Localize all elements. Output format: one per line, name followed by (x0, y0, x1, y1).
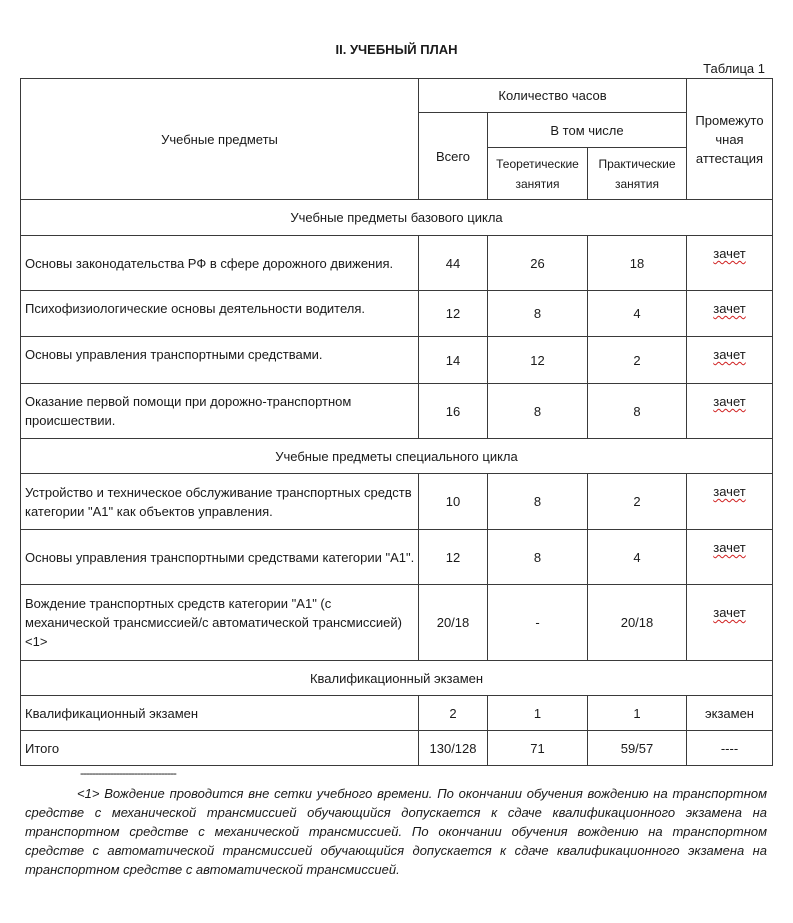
header-attestation (687, 79, 773, 200)
theory-cell: 71 (488, 731, 588, 766)
table-row (21, 384, 773, 439)
table-row (21, 585, 773, 661)
header-practice: Практические занятия (588, 148, 687, 200)
attestation-cell: экзамен (687, 696, 773, 731)
header-attestation-line-3: аттестация (695, 150, 764, 166)
table-row (21, 291, 773, 337)
practice-cell: 4 (588, 291, 687, 337)
table-row (21, 337, 773, 384)
attestation-cell: зачет (713, 246, 746, 261)
practice-cell: 59/57 (588, 731, 687, 766)
header-including: В том числе (488, 113, 687, 148)
header-attestation-line-1: Промежуто (695, 112, 764, 128)
section-title-exam: Квалификационный экзамен (21, 661, 773, 696)
total-cell: 130/128 (419, 731, 488, 766)
practice-cell: 18 (588, 236, 687, 291)
total-cell: 44 (419, 236, 488, 291)
footnote-text: <1> Вождение проводится вне сетки учебного времени. По окончании обучения вождению на транспортном средстве с механической трансмиссией обучающийся допускается к сдаче квалификационного экзамена на транспортном средстве с механической трансмиссией. По окончании обучения вождению на транспортном средстве с автоматической трансмиссией обучающийся допускается к сдаче квалификационного экзамена на транспортном средстве с автоматической трансмиссией. (25, 786, 767, 877)
header-theory: Теоретические занятия (488, 148, 588, 200)
practice-cell: 8 (588, 384, 687, 439)
total-row (21, 731, 773, 766)
subject-cell: Вождение транспортных средств категории "A1" (с механической трансмиссией/с автоматической трансмиссией) <1> (21, 585, 419, 661)
table-row (21, 474, 773, 530)
subject-cell: Психофизиологические основы деятельности водителя. (21, 291, 419, 337)
attestation-cell: зачет (713, 394, 746, 409)
practice-cell: 20/18 (588, 585, 687, 661)
header-hours: Количество часов (419, 79, 687, 113)
section-row (21, 661, 773, 696)
attestation-cell: зачет (713, 347, 746, 362)
attestation-cell: зачет (713, 301, 746, 316)
subject-cell: Основы законодательства РФ в сфере дорожного движения. (21, 236, 419, 291)
theory-cell: 8 (488, 474, 588, 530)
subject-cell: Оказание первой помощи при дорожно-транспортном происшествии. (21, 384, 419, 439)
table-label: Таблица 1 (703, 61, 765, 76)
total-cell: 14 (419, 337, 488, 384)
section-row (21, 439, 773, 474)
attestation-cell: зачет (713, 484, 746, 499)
section-row (21, 200, 773, 236)
total-label: Итого (21, 731, 419, 766)
total-cell: 20/18 (419, 585, 488, 661)
section-title-special: Учебные предметы специального цикла (21, 439, 773, 474)
practice-cell: 2 (588, 474, 687, 530)
subject-cell: Квалификационный экзамен (21, 696, 419, 731)
total-cell: 10 (419, 474, 488, 530)
total-cell: 12 (419, 291, 488, 337)
practice-cell: 4 (588, 530, 687, 585)
attestation-cell: зачет (713, 540, 746, 555)
table-row (21, 696, 773, 731)
theory-cell: 12 (488, 337, 588, 384)
table-row (21, 530, 773, 585)
total-cell: 2 (419, 696, 488, 731)
attestation-cell: зачет (713, 605, 746, 620)
attestation-cell: ---- (687, 731, 773, 766)
theory-cell: - (488, 585, 588, 661)
theory-cell: 8 (488, 530, 588, 585)
theory-cell: 1 (488, 696, 588, 731)
practice-cell: 2 (588, 337, 687, 384)
curriculum-table (20, 78, 773, 766)
total-cell: 12 (419, 530, 488, 585)
header-attestation-line-2: чная (715, 131, 744, 147)
subject-cell: Основы управления транспортными средствами. (21, 337, 419, 384)
subject-cell: Устройство и техническое обслуживание транспортных средств категории "A1" как объектов управления. (21, 474, 419, 530)
section-title-base: Учебные предметы базового цикла (21, 200, 773, 236)
header-row-1 (21, 79, 773, 113)
practice-cell: 1 (588, 696, 687, 731)
subject-cell: Основы управления транспортными средствами категории "A1". (21, 530, 419, 585)
header-total: Всего (419, 113, 488, 200)
section-title: II. УЧЕБНЫЙ ПЛАН (335, 42, 458, 57)
total-cell: 16 (419, 384, 488, 439)
footnote-separator: -------------------------------- (80, 766, 176, 780)
theory-cell: 8 (488, 291, 588, 337)
theory-cell: 26 (488, 236, 588, 291)
theory-cell: 8 (488, 384, 588, 439)
table-row (21, 236, 773, 291)
header-subjects: Учебные предметы (21, 79, 419, 200)
